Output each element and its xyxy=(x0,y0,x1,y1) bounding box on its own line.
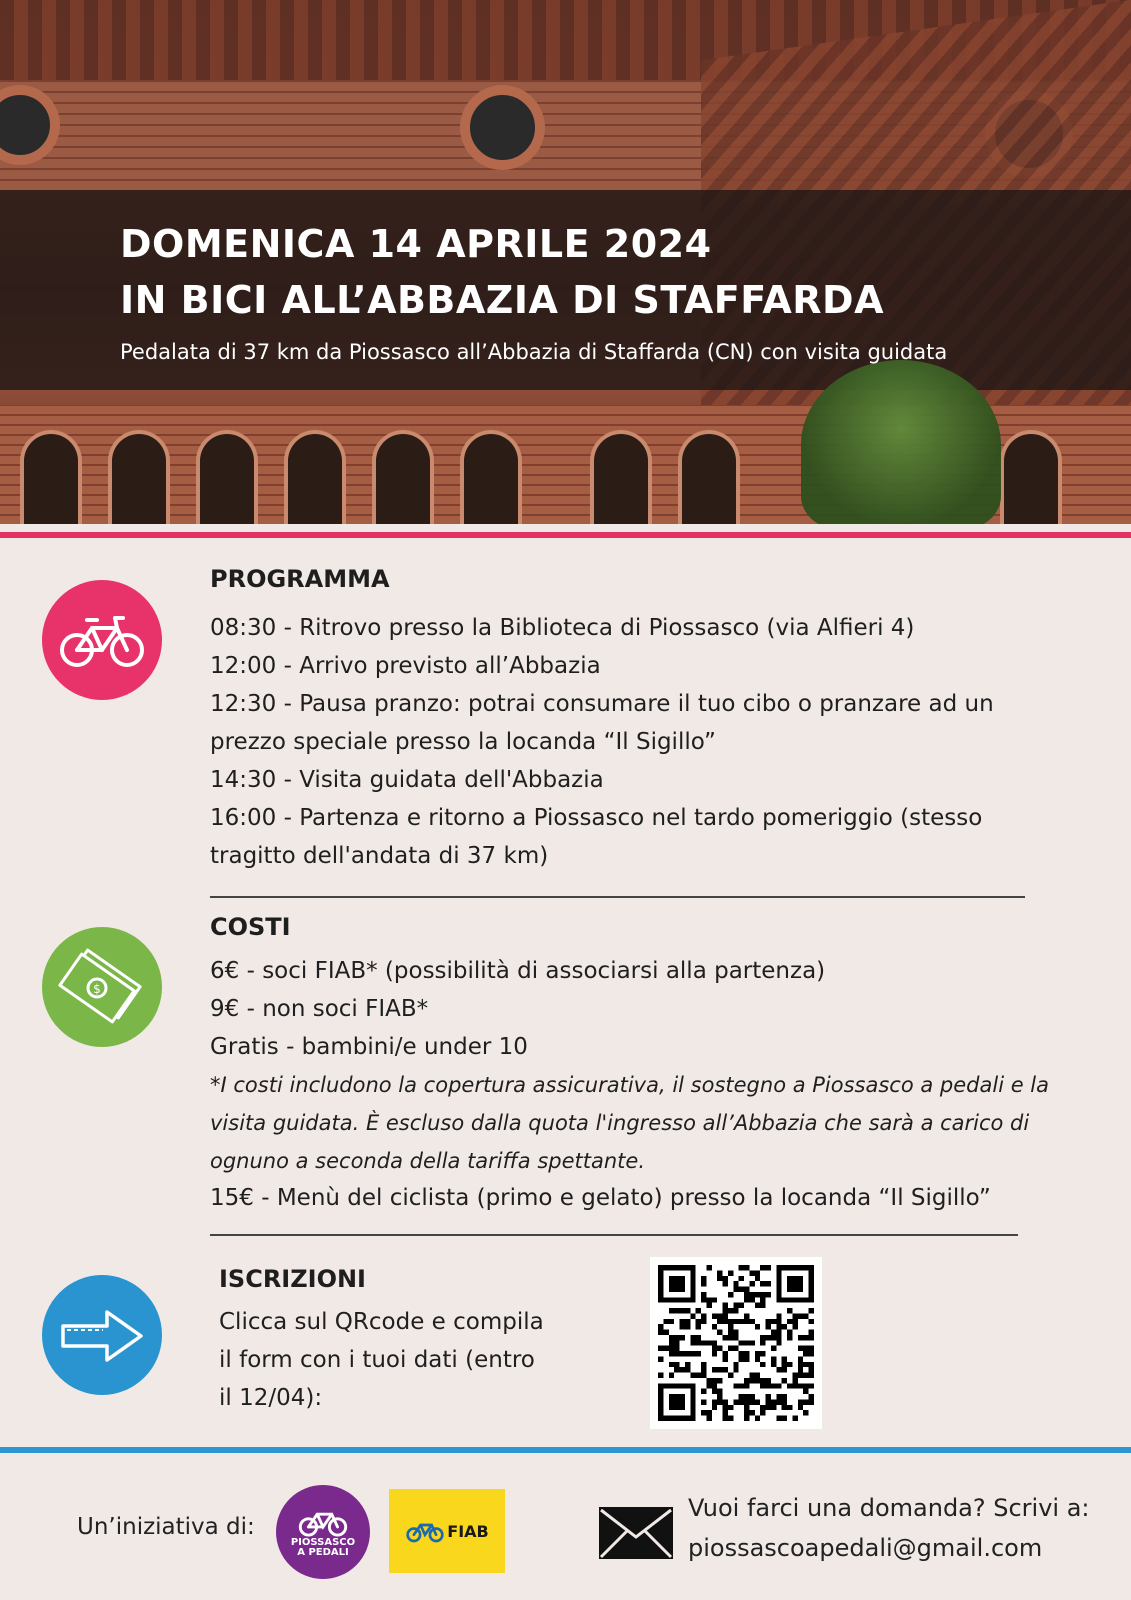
costi-line: Gratis - bambini/e under 10 xyxy=(210,1034,528,1060)
bicycle-icon xyxy=(57,610,147,670)
programma-line: tragitto dell'andata di 37 km) xyxy=(210,843,549,869)
section-divider xyxy=(210,896,1025,898)
costi-title: COSTI xyxy=(210,913,291,941)
arch xyxy=(1000,430,1062,524)
registration-qr-code[interactable] xyxy=(650,1257,822,1429)
arch xyxy=(460,430,522,524)
divider-blue xyxy=(0,1447,1131,1453)
iscrizioni-line: il 12/04): xyxy=(219,1385,323,1411)
arch xyxy=(590,430,652,524)
costi-line: 9€ - non soci FIAB* xyxy=(210,996,429,1022)
arch xyxy=(678,430,740,524)
initiative-label: Un’iniziativa di: xyxy=(77,1514,255,1540)
bicycle-icon xyxy=(405,1518,445,1544)
arch xyxy=(284,430,346,524)
event-title-date: DOMENICA 14 APRILE 2024 xyxy=(120,222,712,266)
svg-text:$: $ xyxy=(93,982,101,996)
piossasco-a-pedali-logo xyxy=(276,1485,370,1579)
iscrizioni-title: ISCRIZIONI xyxy=(219,1265,366,1293)
money-icon xyxy=(57,947,147,1027)
bicycle-icon xyxy=(295,1506,351,1538)
programma-title: PROGRAMMA xyxy=(210,565,390,593)
iscrizioni-line: Clicca sul QRcode e compila xyxy=(219,1309,544,1335)
iscrizioni-badge xyxy=(42,1275,162,1395)
hero-banner xyxy=(0,0,1131,524)
divider-pink xyxy=(0,532,1131,538)
iscrizioni-line: il form con i tuoi dati (entro xyxy=(219,1347,535,1373)
fiab-logo-text: FIAB xyxy=(447,1521,489,1541)
programma-line: 08:30 - Ritrovo presso la Biblioteca di Piossasco (via Alfieri 4) xyxy=(210,615,915,641)
programma-line: 14:30 - Visita guidata dell'Abbazia xyxy=(210,767,604,793)
costi-note-line: ognuno a seconda della tariffa spettante. xyxy=(210,1149,646,1173)
event-subtitle: Pedalata di 37 km da Piossasco all’Abbazia di Staffarda (CN) con visita guidata xyxy=(120,340,948,364)
programma-line: 12:00 - Arrivo previsto all’Abbazia xyxy=(210,653,601,679)
arch xyxy=(196,430,258,524)
qr-code-icon[interactable] xyxy=(658,1265,814,1421)
costi-note-line: *I costi includono la copertura assicurativa, il sostegno a Piossasco a pedali e la xyxy=(210,1073,1050,1097)
programma-badge xyxy=(42,580,162,700)
round-window xyxy=(460,85,545,170)
envelope-icon xyxy=(597,1505,675,1561)
arch xyxy=(108,430,170,524)
programma-line: 12:30 - Pausa pranzo: potrai consumare il tuo cibo o pranzare ad un xyxy=(210,691,994,717)
arch xyxy=(372,430,434,524)
contact-prompt: Vuoi farci una domanda? Scrivi a: xyxy=(688,1494,1090,1522)
costi-menu-line: 15€ - Menù del ciclista (primo e gelato) presso la locanda “Il Sigillo” xyxy=(210,1185,991,1211)
costi-badge xyxy=(42,927,162,1047)
logo-pap-line: A PEDALI xyxy=(297,1547,349,1558)
logo-pap-line: PIOSSASCO xyxy=(290,1536,356,1548)
costi-note-line: visita guidata. È escluso dalla quota l'ingresso all’Abbazia che sarà a carico di xyxy=(210,1111,1030,1135)
event-title-name: IN BICI ALL’ABBAZIA DI STAFFARDA xyxy=(120,278,884,322)
costi-line: 6€ - soci FIAB* (possibilità di associarsi alla partenza) xyxy=(210,958,826,984)
fiab-logo xyxy=(389,1489,505,1573)
programma-line: prezzo speciale presso la locanda “Il Sigillo” xyxy=(210,729,716,755)
arch xyxy=(20,430,82,524)
arrow-right-icon xyxy=(57,1300,147,1370)
programma-line: 16:00 - Partenza e ritorno a Piossasco nel tardo pomeriggio (stesso xyxy=(210,805,983,831)
section-divider xyxy=(210,1234,1018,1236)
hero-tree xyxy=(801,360,1001,524)
contact-email-link[interactable]: piossascoapedali@gmail.com xyxy=(688,1534,1043,1562)
